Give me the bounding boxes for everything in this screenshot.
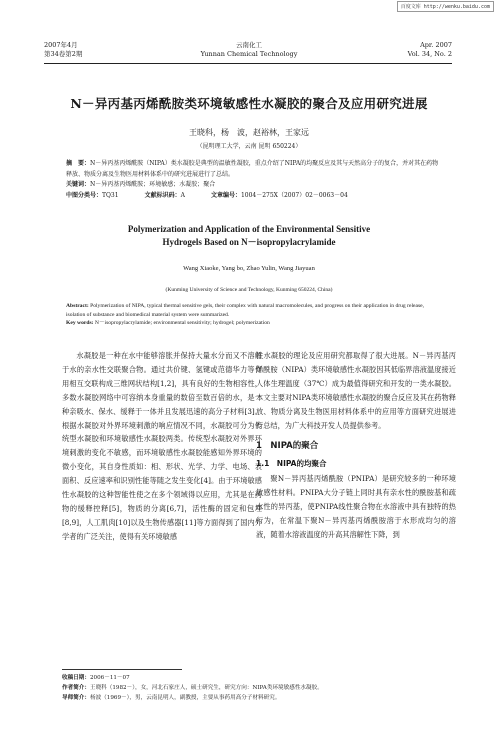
header-issue-en (408, 41, 452, 59)
abstract-zh-label: 摘 要： (66, 160, 91, 167)
abstract-en-label: Abstract: (66, 303, 89, 309)
body-column-right (256, 349, 456, 542)
footnote-rule (62, 669, 182, 670)
intro-paragraph: 水凝胶是一种在水中能够溶胀并保持大量水分而又不溶解于水的亲水性交联聚合物。通过共价键、氢键或范德华力等作用相互交联构成三维网状结构[1,2]，具有良好的生物相容性，多数水凝胶网络中可容纳本身重量的数倍至数百倍的水，是一种亲吸水、保水、缓释于一体并且发展迅速的高分子材料[3]。根据水凝胶对外界环境刺激的响应情况不同，水凝胶可分为传统型水凝胶和环境敏感性水凝胶两类。传统型水凝胶对外界环境刺激的变化不敏感，而环境敏感性水凝胶能感知外界环境的微小变化，其自身性质如：相、形状、光学、力学、电场、表面积、反应速率和识别性能等随之发生变化[4]。由于环境敏感性水凝胶的这种智能性使之在多个领域得以应用，尤其是在药物的缓释控释[5]，物质的分离[6,7]，活性酶的固定和包埋[8,9]，人工肌肉[10]以及生物传感器[11]等方面得到了国内外学者的广泛关注，使得有关环境敏感 (62, 351, 262, 541)
abstract-zh-text: N－异丙基丙烯酰胺（NIPA）类水凝胶是典型的温敏性凝胶，重点介绍了NIPA的均聚反应及其与天然高分子的复合，并对其在药物释放、物质分离及生物医用材料体系中的研究进展进行了总结。 (66, 160, 439, 178)
abstract-en-text: Polymerization of NIPA, typical thermal sensitive gels, their complex with natural macromolecules, and progress on their application in drug release, isolation of substance and biomedical material system were summarized. (66, 303, 425, 318)
keywords-en (66, 319, 442, 328)
article-title-en (0, 223, 498, 249)
doc-code-label: 文献标识码： (144, 191, 181, 199)
doc-code-field (145, 191, 185, 202)
author-text: 王晓科（1982－），女，河北石家庄人，硕士研究生，研究方向：NIPA类环境敏感性水凝胶。 (89, 685, 323, 691)
header-date-en: Apr. 2007 (420, 41, 452, 49)
section-heading: 1 NIPA的聚合 (256, 441, 319, 452)
clc-field (66, 191, 119, 202)
advisor-label: 导师简介： (62, 695, 90, 701)
intro-paragraph-cont: 性水凝胶的理论及应用研究都取得了很大进展。N－异丙基丙烯酰胺（NIPA）类环境敏感性水凝胶因其低临界溶液温度接近人体生理温度（37℃）成为最值得研究和开发的一类水凝胶。本文主要对NIPA类环境敏感性水凝胶的聚合反应及其在药物释放、物质分离及生物医用材料体系中的应用等方面研究进展进行总结，为广大科技开发人员提供参考。 (256, 351, 456, 430)
footnotes (62, 673, 462, 703)
header-date: 2007年4月 (44, 41, 78, 49)
abstract-zh (66, 159, 442, 201)
abstract-zh-body (66, 159, 442, 180)
article-no-value: 1004－275X（2007）02－0063－04 (240, 191, 348, 199)
keywords-en-label: Key words: (66, 320, 94, 326)
received-label: 收稿日期： (62, 675, 90, 681)
header-rule (44, 63, 452, 64)
doc-code-value: A (180, 191, 185, 199)
received-date: 2006－11－07 (89, 675, 130, 681)
title-en-line2: Hydrogels Based on N－isopropylacrylamide (162, 237, 336, 247)
author-label: 作者简介： (62, 685, 90, 691)
article-no-field (211, 191, 348, 202)
body-column-left (62, 349, 262, 544)
affiliation-zh: （昆明理工大学，云南 昆明 650224） (196, 143, 302, 150)
clc-value: TQ31 (102, 191, 119, 199)
keywords-zh (66, 180, 442, 191)
advisor-note (62, 693, 462, 703)
article-no-label: 文章编号： (210, 191, 241, 199)
advisor-text: 杨波（1969－），男，云南昆明人，副教授，主要从事药用高分子材料研究。 (89, 695, 281, 701)
clc-label: 中图分类号： (66, 191, 103, 199)
journal-name-en: Yunnan Chemical Technology (200, 50, 298, 58)
keywords-zh-text: N－异丙基丙烯酰胺；环境敏感；水凝胶；聚合 (90, 181, 216, 188)
subsection-paragraph: 聚N－异丙基丙烯酰胺（PNIPA）是研究较多的一种环境敏感性材料。PNIPA大分子链上同时具有亲水性的酰胺基和疏水性的异丙基，使PNIPA线性聚合物在水溶液中具有独特的热行为，在常温下聚N－异丙基丙烯酰胺溶于水形成均匀的溶液，随着水溶液温度的升高其溶解性下降，到 (256, 474, 456, 540)
keywords-en-text: N－isopropylacrylamide; environmental sensitivity; hydrogel; polymerization (94, 320, 270, 326)
authors-zh: 王晓科，杨 波，赵裕林，王家远 (189, 128, 309, 137)
journal-name-zh: 云南化工 (236, 41, 262, 49)
classification-row (66, 191, 442, 202)
abstract-en (66, 302, 442, 328)
title-en-line1: Polymerization and Application of the Environmental Sensitive (127, 224, 371, 234)
watermark-stamp: 百度文库 http://wenku.baidu.com (397, 1, 494, 12)
affiliation-en: (Kunming University of Science and Technology, Kunming 650224, China) (165, 287, 333, 293)
article-title-zh: N－异丙基丙烯酰胺类环境敏感性水凝胶的聚合及应用研究进展 (70, 96, 428, 111)
keywords-zh-label: 关键词： (66, 181, 91, 188)
header-volume-en: Vol. 34, No. 2 (407, 50, 452, 58)
header-volume: 第34卷第2期 (44, 50, 83, 58)
received-note (62, 673, 462, 683)
author-note (62, 683, 462, 693)
subsection-heading: 1.1 NIPA的均聚合 (256, 459, 327, 469)
authors-en: Wang Xiaoke, Yang bo, Zhao Yulin, Wang Jiayuan (183, 265, 315, 272)
abstract-en-body (66, 302, 442, 319)
